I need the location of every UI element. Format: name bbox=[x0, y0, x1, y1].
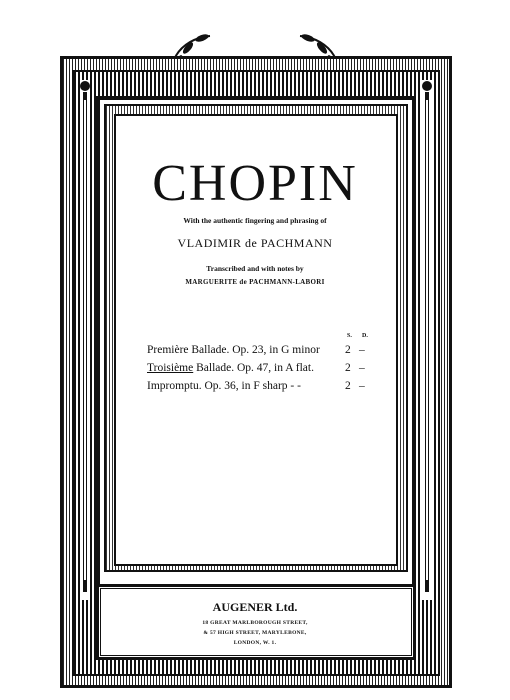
transcriber-name: MARGUERITE de PACHMANN-LABORI bbox=[185, 278, 325, 286]
highlighted-word: Troisième bbox=[147, 362, 194, 374]
publisher-address-line: & 57 HIGH STREET, MARYLEBONE, bbox=[203, 630, 307, 636]
list-item bbox=[147, 362, 377, 380]
price-header-pence: D. bbox=[362, 333, 368, 339]
works-list bbox=[147, 344, 377, 398]
publisher-address-line: LONDON, W. 1. bbox=[233, 640, 277, 646]
transcribed-line: Transcribed and with notes by bbox=[206, 264, 304, 273]
price-header-shillings: S. bbox=[347, 333, 352, 339]
publisher-address-line: 18 GREAT MARLBOROUGH STREET, bbox=[202, 620, 308, 626]
price-pence: – bbox=[359, 344, 365, 356]
list-item bbox=[147, 344, 377, 362]
price-pence: – bbox=[359, 380, 365, 392]
publisher-name: AUGENER Ltd. bbox=[212, 600, 298, 614]
composer-title: CHOPIN bbox=[152, 155, 358, 212]
editor-name: VLADIMIR de PACHMANN bbox=[177, 236, 333, 250]
price-pence: – bbox=[359, 362, 365, 374]
price-shillings: 2 bbox=[345, 344, 351, 356]
subtitle: With the authentic fingering and phrasing of bbox=[183, 216, 327, 225]
price-shillings: 2 bbox=[345, 380, 351, 392]
price-shillings: 2 bbox=[345, 362, 351, 374]
work-title: Impromptu. Op. 36, in F sharp - - bbox=[147, 380, 301, 392]
work-title: Ballade. Op. 47, in A flat. bbox=[193, 362, 314, 374]
work-title: Première Ballade. Op. 23, in G minor bbox=[147, 344, 320, 356]
list-item bbox=[147, 380, 377, 398]
